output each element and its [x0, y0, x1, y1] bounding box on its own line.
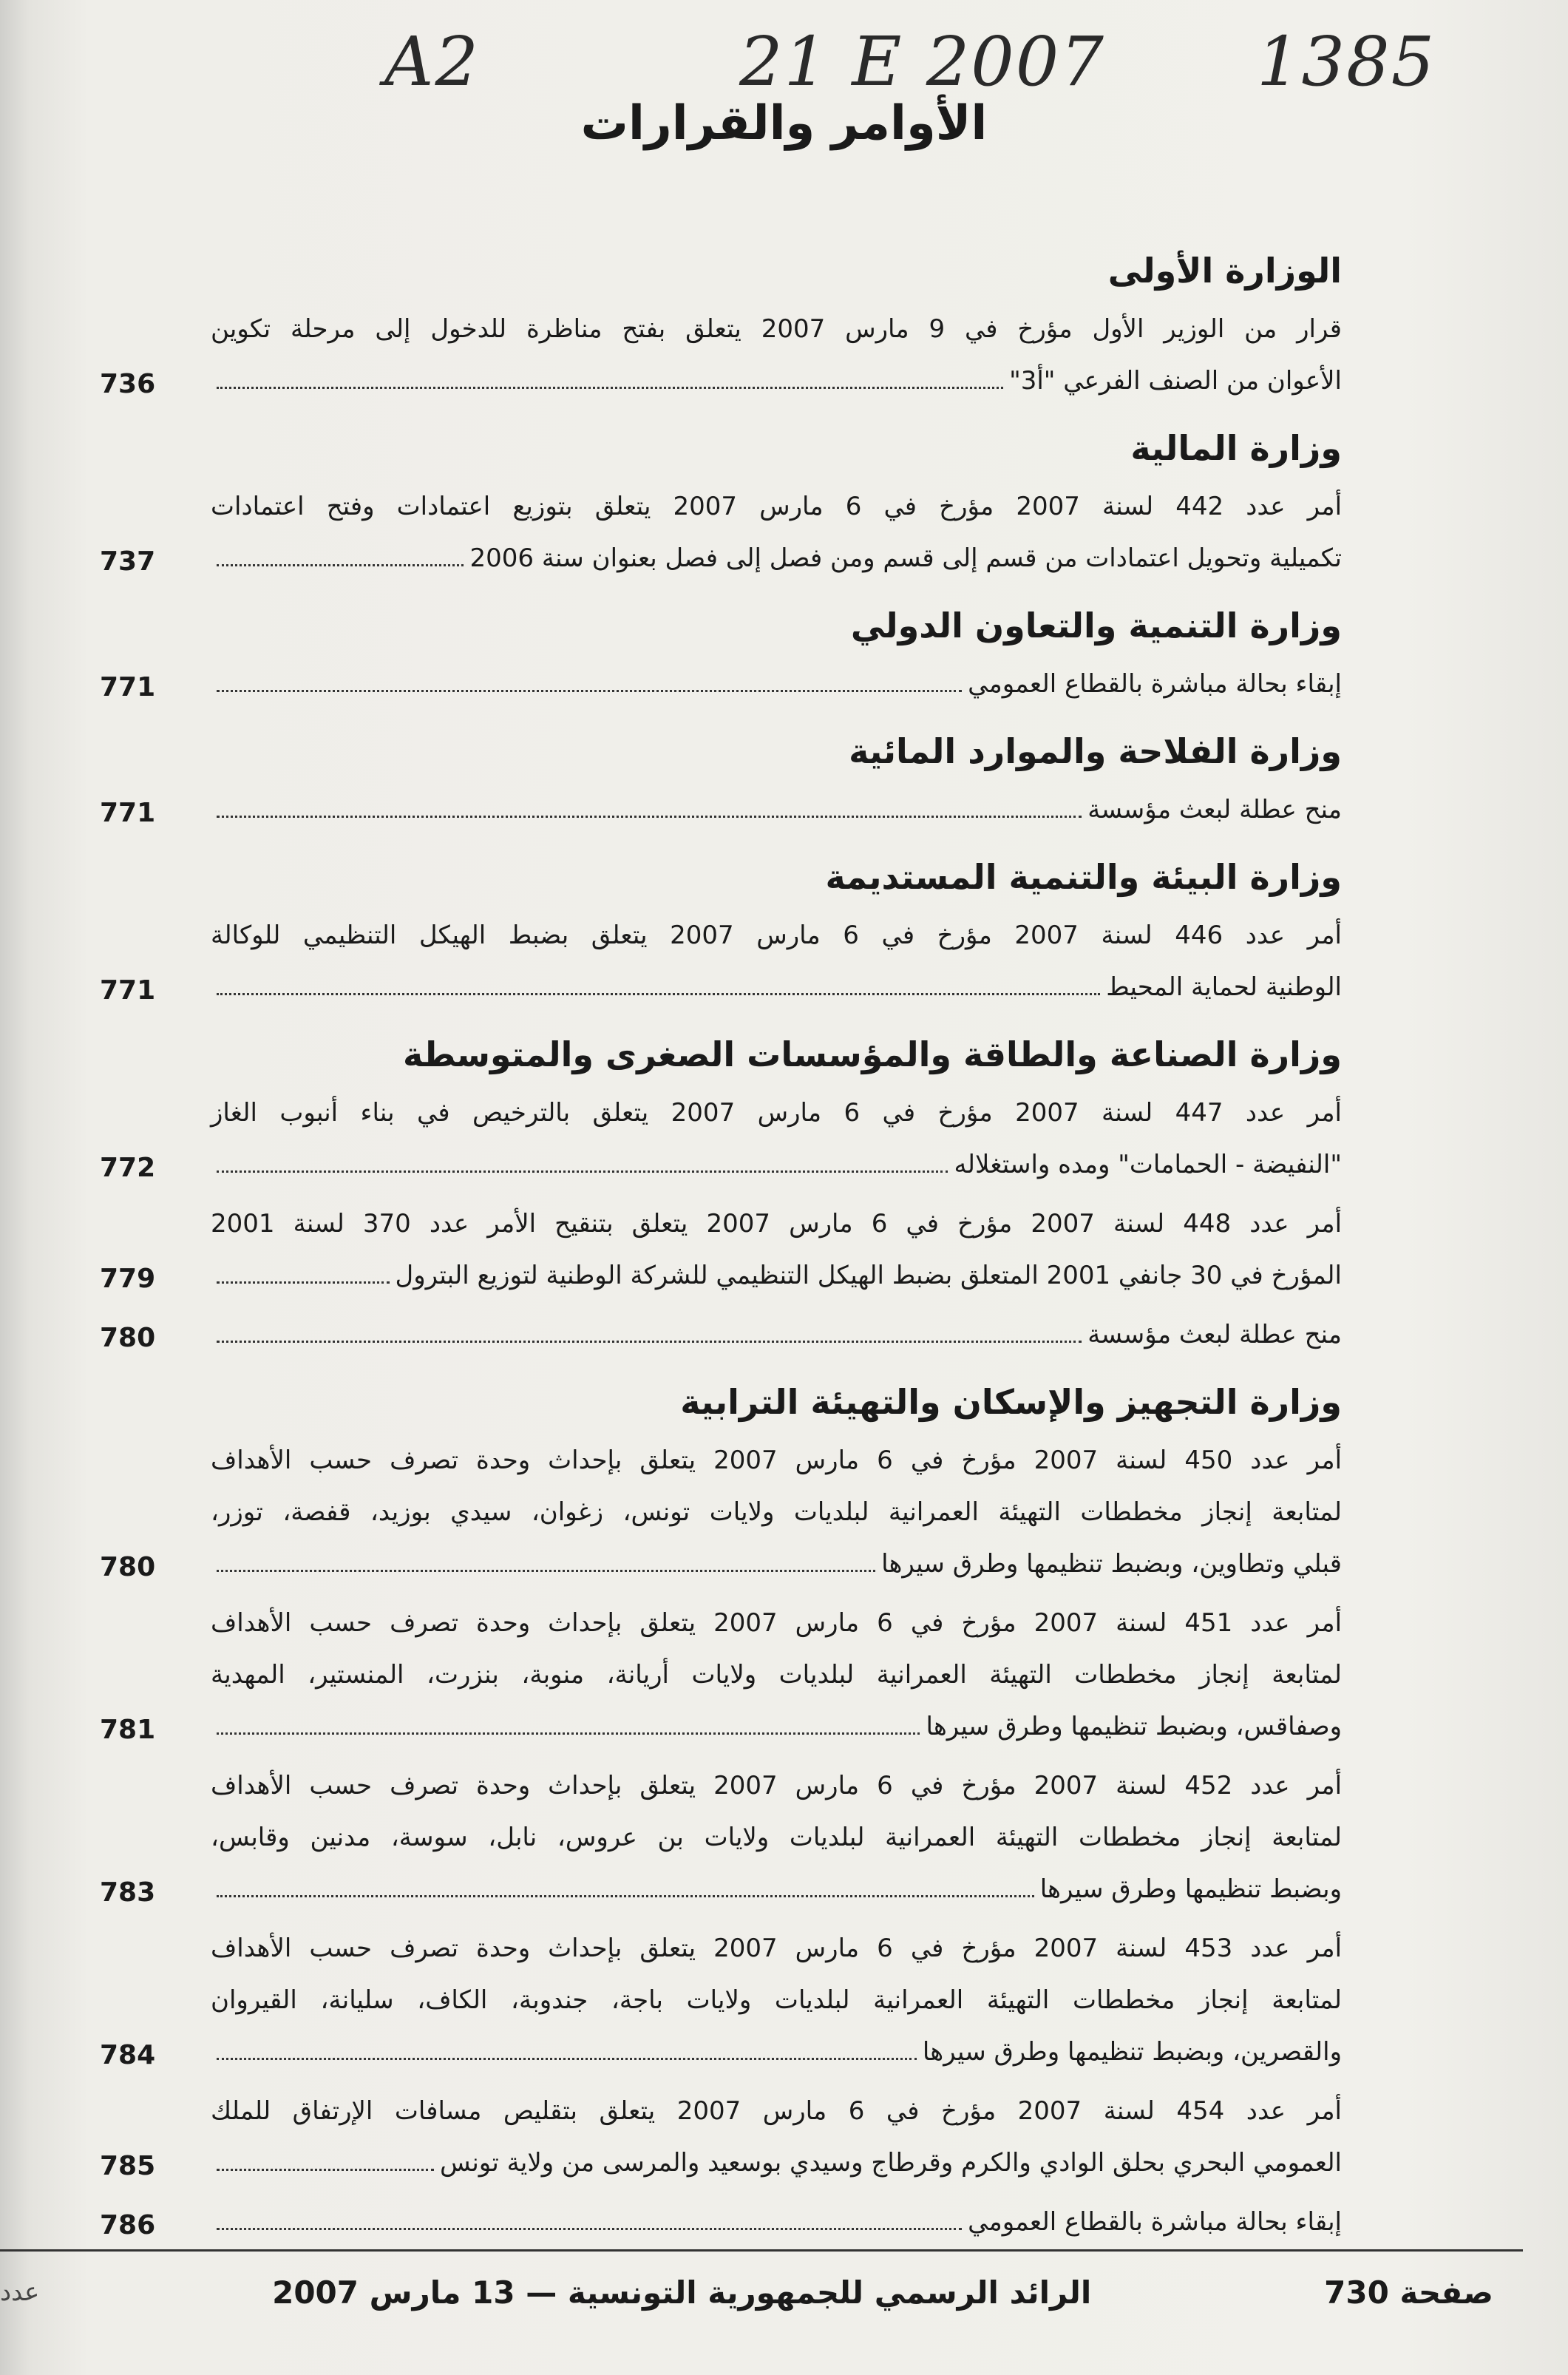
- entry-line: أمر عدد 450 لسنة 2007 مؤرخ في 6 مارس 2007 يتعلق بإحداث وحدة تصرف حسب الأهداف: [211, 1446, 1343, 1475]
- entry-page-number: 786: [100, 2210, 156, 2240]
- dot-leader: [217, 1732, 920, 1735]
- dot-leader: [217, 1170, 948, 1173]
- ministry-heading: وزارة المالية: [1130, 428, 1342, 468]
- entry-page-number: 780: [100, 1552, 156, 1582]
- entry-page-number: 771: [100, 975, 156, 1006]
- entry-page-number: 771: [100, 798, 156, 828]
- entry-line-text: منح عطلة لبعث مؤسسة: [1087, 795, 1342, 824]
- entry-line-text: المؤرخ في 30 جانفي 2001 المتعلق بضبط الهيكل التنظيمي للشركة الوطنية لتوزيع البترول: [395, 1261, 1342, 1290]
- dot-leader: [217, 2169, 434, 2171]
- entry-line: [211, 1309, 1342, 1361]
- dot-leader: [217, 1895, 1034, 1897]
- dot-leader: [217, 1570, 875, 1572]
- entry-line: [211, 784, 1342, 836]
- table-of-contents: [100, 229, 1342, 2255]
- toc-entry[interactable]: [100, 1597, 1342, 1752]
- entry-line-text: منح عطلة لبعث مؤسسة: [1087, 1320, 1342, 1349]
- entry-line: لمتابعة إنجاز مخططات التهيئة العمرانية لبلديات ولايات باجة، جندوبة، الكاف، سليانة، القيروان: [211, 1985, 1342, 2015]
- entry-page-number: 783: [100, 1877, 156, 1908]
- entry-line: أمر عدد 442 لسنة 2007 مؤرخ في 6 مارس 2007 يتعلق بتوزيع اعتمادات وفتح اعتمادات: [211, 492, 1343, 521]
- ministry-heading: وزارة التجهيز والإسكان والتهيئة الترابية: [680, 1382, 1342, 1422]
- dot-leader: [217, 1281, 390, 1284]
- dot-leader: [217, 1341, 1082, 1343]
- entry-line: [211, 1863, 1342, 1915]
- entry-line: [211, 1139, 1342, 1190]
- dot-leader: [217, 2058, 917, 2060]
- entry-line-text: قبلي وتطاوين، وبضبط تنظيمها وطرق سيرها: [881, 1549, 1342, 1579]
- page-title: الأوامر والقرارات: [580, 96, 988, 151]
- entry-page-number: 779: [100, 1264, 156, 1294]
- entry-line: لمتابعة إنجاز مخططات التهيئة العمرانية لبلديات ولايات بن عروس، نابل، سوسة، مدنين وقابس،: [211, 1823, 1342, 1852]
- entry-page-number: 737: [100, 546, 156, 577]
- ministry-heading: وزارة التنمية والتعاون الدولي: [850, 606, 1342, 646]
- toc-entry[interactable]: [100, 1087, 1342, 1190]
- entry-line: أمر عدد 446 لسنة 2007 مؤرخ في 6 مارس 2007 يتعلق بضبط الهيكل التنظيمي للوكالة: [211, 921, 1342, 950]
- entry-line: أمر عدد 451 لسنة 2007 مؤرخ في 6 مارس 2007 يتعلق بإحداث وحدة تصرف حسب الأهداف: [211, 1608, 1343, 1638]
- toc-entry[interactable]: [100, 784, 1342, 836]
- entry-line-text: الوطنية لحماية المحيط: [1106, 972, 1342, 1002]
- entry-line-text: إبقاء بحالة مباشرة بالقطاع العمومي: [968, 2207, 1342, 2237]
- entry-page-number: 772: [100, 1153, 156, 1183]
- entry-page-number: 781: [100, 1715, 156, 1745]
- entry-line: [211, 1538, 1342, 1590]
- dot-leader: [217, 816, 1082, 818]
- handwritten-note-date: 21 E 2007: [739, 22, 1105, 101]
- dot-leader: [217, 387, 1003, 389]
- toc-entry[interactable]: [100, 909, 1342, 1013]
- entry-line: [211, 532, 1342, 584]
- entry-line: أمر عدد 448 لسنة 2007 مؤرخ في 6 مارس 2007 يتعلق بتنقيح الأمر عدد 370 لسنة 2001: [211, 1209, 1343, 1239]
- entry-line: لمتابعة إنجاز مخططات التهيئة العمرانية لبلديات ولايات أريانة، منوبة، بنزرت، المنستير، المهدية: [211, 1660, 1342, 1690]
- toc-entry[interactable]: [100, 2085, 1342, 2189]
- ministry-heading: وزارة الفلاحة والموارد المائية: [849, 731, 1342, 771]
- entry-line: [211, 1701, 1342, 1752]
- entry-line: [211, 2026, 1342, 2078]
- footer-journal-title: الرائد الرسمي للجمهورية التونسية — 13 مارس 2007: [272, 2274, 1092, 2311]
- dot-leader: [217, 564, 464, 566]
- ministry-heading: وزارة البيئة والتنمية المستديمة: [825, 857, 1342, 897]
- page-footer: [0, 2263, 1501, 2322]
- ministry-heading: وزارة الصناعة والطاقة والمؤسسات الصغرى والمتوسطة: [402, 1034, 1342, 1074]
- entry-line-text: وصفاقس، وبضبط تنظيمها وطرق سيرها: [926, 1712, 1342, 1741]
- toc-entry[interactable]: [100, 1309, 1342, 1361]
- toc-entry[interactable]: [100, 1922, 1342, 2078]
- entry-page-number: 784: [100, 2040, 156, 2070]
- entry-line: [211, 2137, 1342, 2189]
- entry-line: قرار من الوزير الأول مؤرخ في 9 مارس 2007 يتعلق بفتح مناظرة للدخول إلى مرحلة تكوين: [211, 314, 1342, 344]
- toc-entry[interactable]: [100, 2196, 1342, 2248]
- toc-entry[interactable]: [100, 1760, 1342, 1915]
- entry-line-text: تكميلية وتحويل اعتمادات من قسم إلى قسم ومن فصل إلى فصل بعنوان سنة 2006: [469, 543, 1342, 573]
- entry-line-text: والقصرين، وبضبط تنظيمها وطرق سيرها: [922, 2037, 1342, 2067]
- entry-line-text: "النفيضة - الحمامات" ومده واستغلاله: [954, 1150, 1342, 1179]
- entry-line: أمر عدد 452 لسنة 2007 مؤرخ في 6 مارس 2007 يتعلق بإحداث وحدة تصرف حسب الأهداف: [211, 1771, 1343, 1800]
- entry-line-text: العمومي البحري بحلق الوادي والكرم وقرطاج وسيدي بوسعيد والمرسى من ولاية تونس: [440, 2148, 1342, 2178]
- toc-entry[interactable]: [100, 481, 1342, 584]
- entry-page-number: 736: [100, 369, 156, 399]
- toc-entry[interactable]: [100, 303, 1342, 407]
- entry-line: [211, 658, 1342, 710]
- footer-side-label: عدد: [0, 2277, 40, 2307]
- handwritten-note-a2: A2: [384, 22, 480, 101]
- handwritten-note-number: 1385: [1257, 22, 1436, 101]
- entry-line: [211, 2196, 1342, 2248]
- entry-line: [211, 961, 1342, 1013]
- entry-line: أمر عدد 453 لسنة 2007 مؤرخ في 6 مارس 2007 يتعلق بإحداث وحدة تصرف حسب الأهداف: [211, 1934, 1343, 1963]
- entry-line: لمتابعة إنجاز مخططات التهيئة العمرانية لبلديات ولايات تونس، زغوان، سيدي بوزيد، قفصة، توزر،: [211, 1497, 1342, 1527]
- footer-page-number: صفحة 730: [1324, 2274, 1493, 2311]
- entry-page-number: 771: [100, 672, 156, 702]
- entry-line: أمر عدد 447 لسنة 2007 مؤرخ في 6 مارس 2007 يتعلق بالترخيص في بناء أنبوب الغاز: [211, 1098, 1342, 1128]
- dot-leader: [217, 993, 1100, 995]
- entry-page-number: 780: [100, 1323, 156, 1353]
- entry-line-text: الأعوان من الصنف الفرعي "أ3": [1009, 366, 1342, 396]
- entry-line: [211, 1250, 1342, 1301]
- toc-entry[interactable]: [100, 658, 1342, 710]
- ministry-heading: الوزارة الأولى: [1107, 251, 1342, 291]
- entry-line-text: إبقاء بحالة مباشرة بالقطاع العمومي: [968, 669, 1342, 699]
- entry-line-text: وبضبط تنظيمها وطرق سيرها: [1039, 1874, 1342, 1904]
- dot-leader: [217, 2228, 962, 2230]
- entry-page-number: 785: [100, 2151, 156, 2181]
- footer-rule: [0, 2249, 1523, 2252]
- entry-line: [211, 355, 1342, 407]
- entry-line: أمر عدد 454 لسنة 2007 مؤرخ في 6 مارس 2007 يتعلق بتقليص مسافات الإرتفاق للملك: [211, 2096, 1342, 2126]
- toc-entry[interactable]: [100, 1198, 1342, 1301]
- dot-leader: [217, 690, 962, 692]
- toc-entry[interactable]: [100, 1434, 1342, 1590]
